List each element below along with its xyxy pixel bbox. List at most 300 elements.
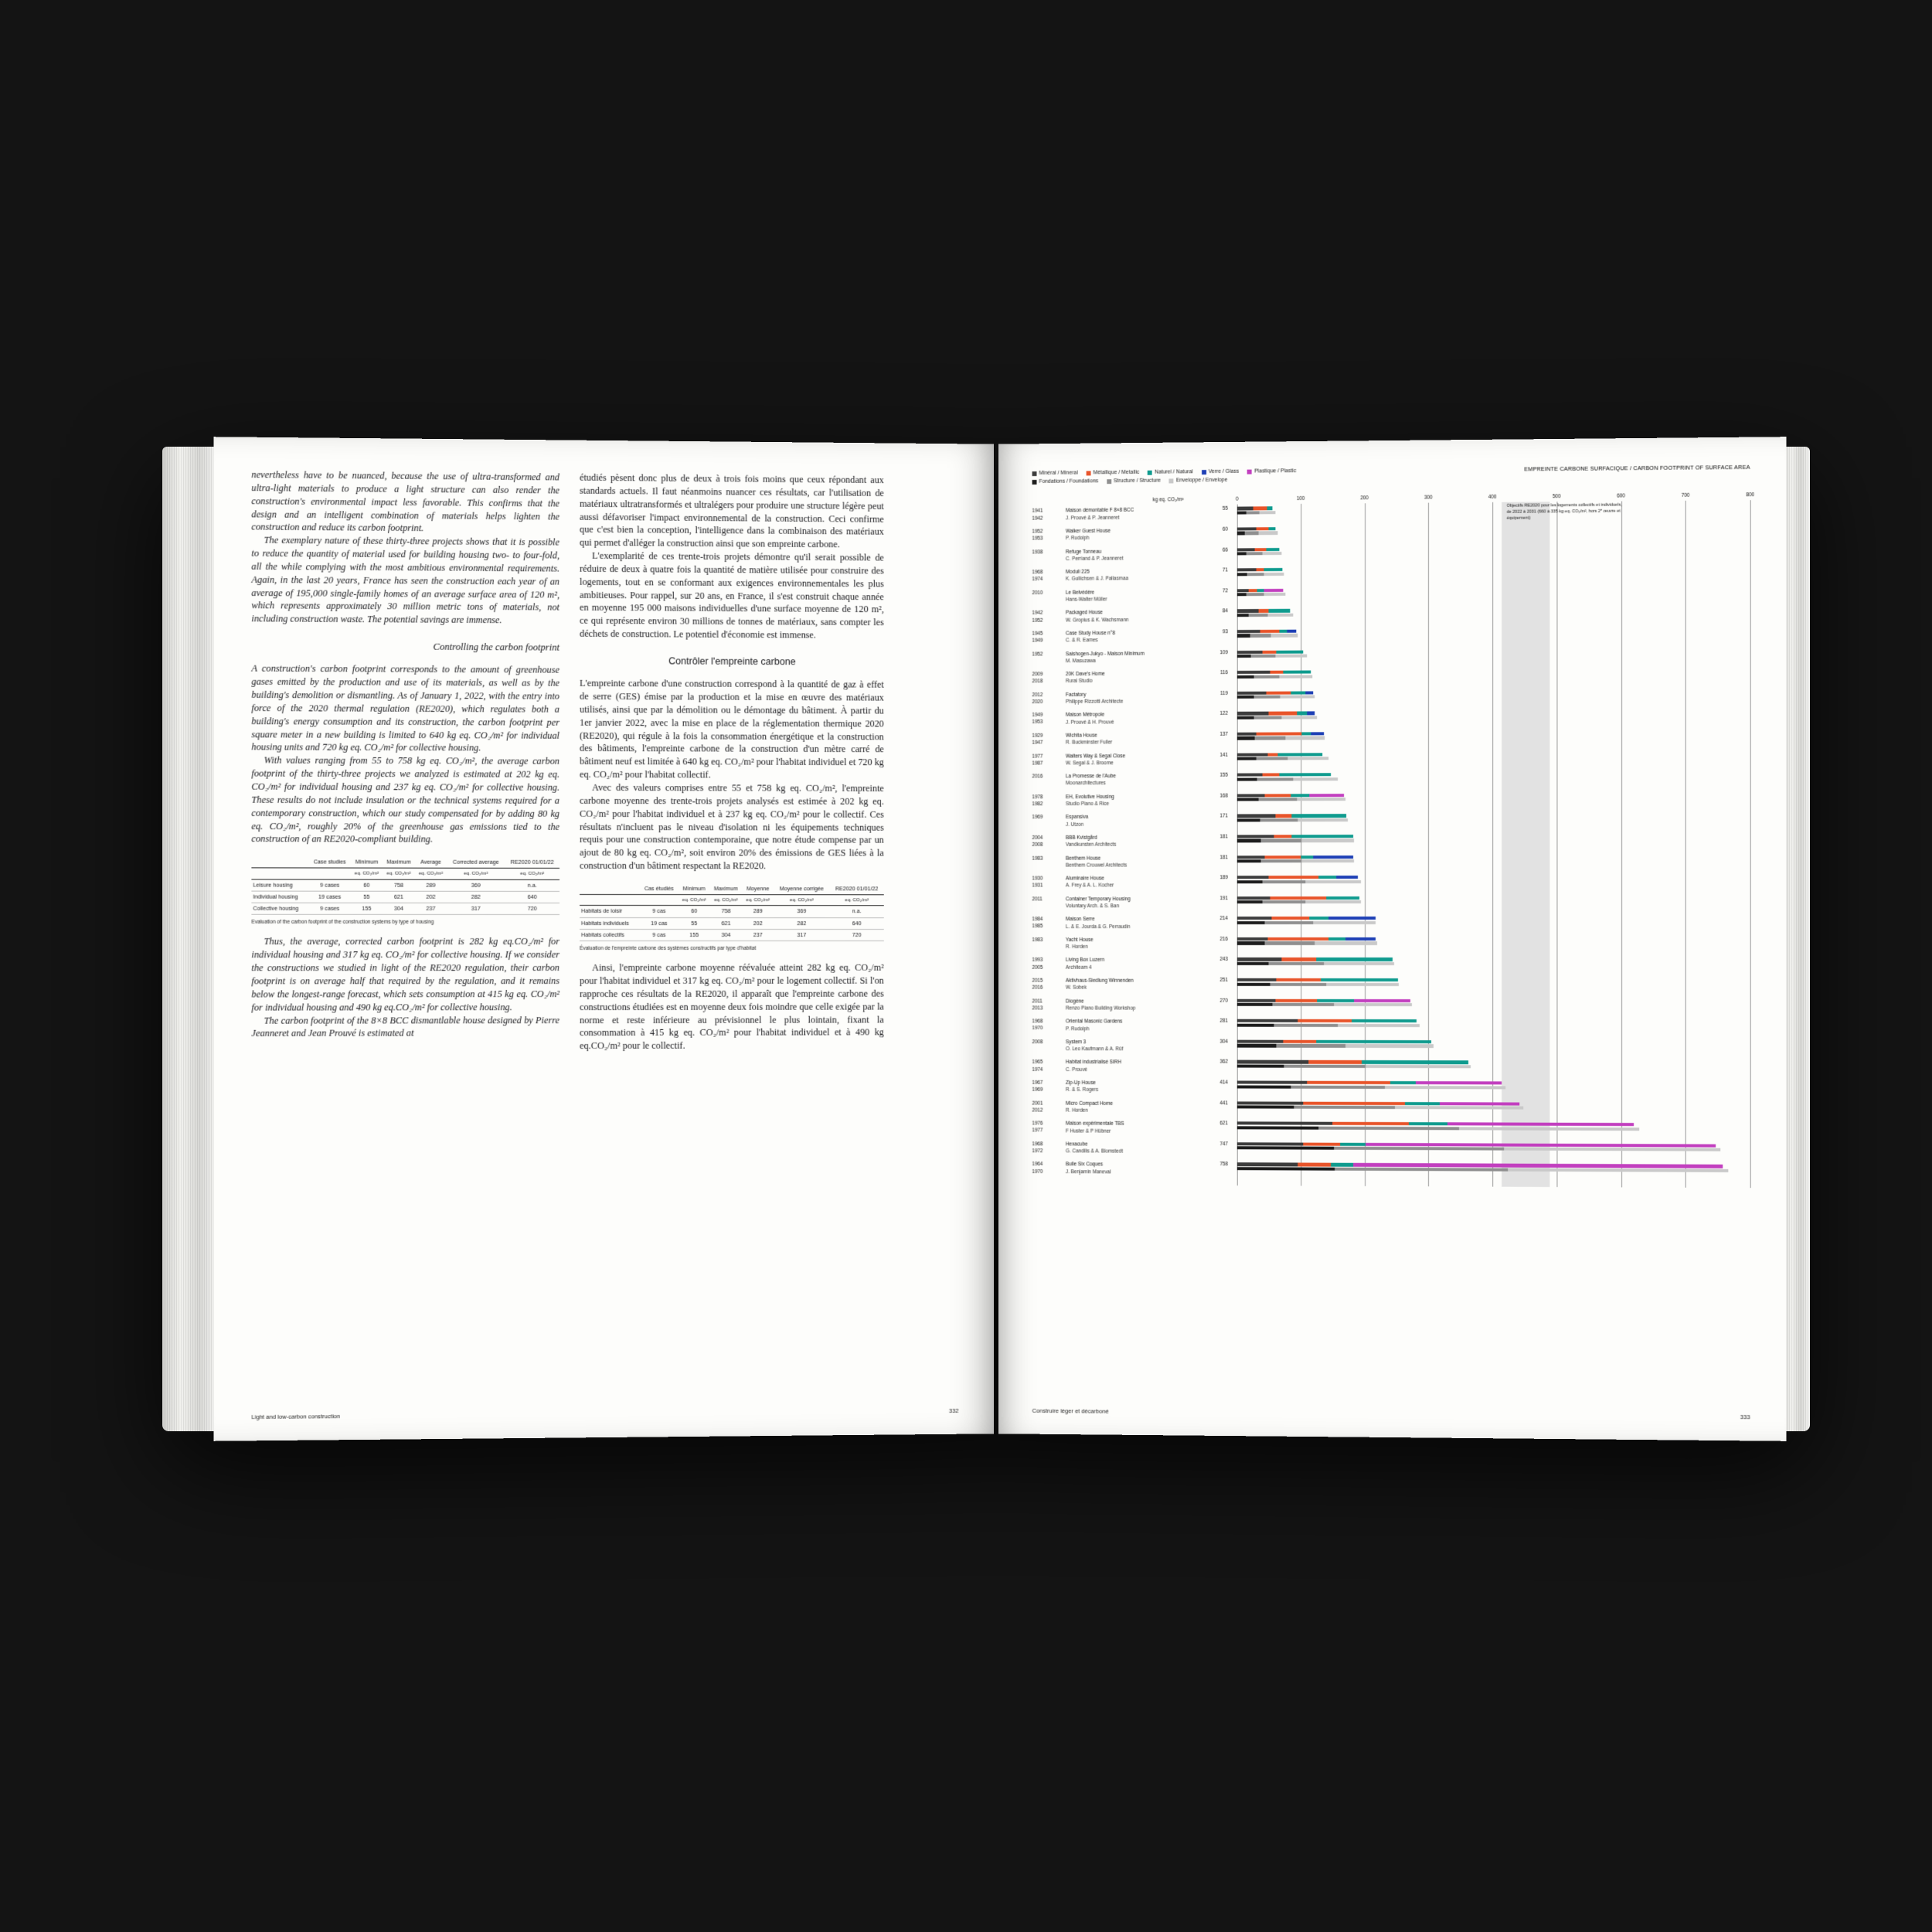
cell: 155 <box>679 929 710 940</box>
chart-row <box>1032 749 1750 772</box>
bar-building-parts <box>1237 859 1750 862</box>
bar-segment <box>1237 815 1275 818</box>
th-unit: eq. CO₂/m² <box>447 869 505 879</box>
bar-segment <box>1237 573 1247 576</box>
row-value: 243 <box>1219 957 1228 963</box>
bar-segment <box>1345 937 1376 940</box>
row-project: Container Temporary Housing Voluntary Arch. & S. Ban <box>1065 896 1131 910</box>
page-edge-line <box>183 447 184 1431</box>
cell: Leisure housing <box>251 879 308 891</box>
bar-building-parts <box>1237 1064 1750 1069</box>
bar-segment <box>1267 753 1277 756</box>
bar-segment <box>1237 1101 1304 1104</box>
row-value: 116 <box>1219 670 1228 676</box>
bar-segment <box>1237 1126 1318 1130</box>
paragraph: Avec des valeurs comprises entre 55 et 758 kg eq. CO₂/m², l'empreinte carbone moyenne des trente-trois projets analysés est estimée à 202 kg eq. CO₂/m² pour l'habitat individuel et à 237 kg eq. CO₂/m² pour le collectif. Ces résultats n'incluent pas le niveau d'isolation ni les équipements techniques requis pour une construction contemporaine, que notre étude compense par un ajout de 80 kg eq. CO₂/m², soit environ 20% des émissions de GES liées à la construction d'un bâtiment respectant la RE2020. <box>580 781 884 872</box>
bar-segment <box>1267 937 1328 940</box>
bar-segment <box>1291 835 1352 838</box>
bar-segment <box>1237 589 1249 592</box>
bar-segment <box>1283 1040 1316 1043</box>
cell: 19 cases <box>309 891 351 903</box>
row-years: 1977 1987 <box>1032 753 1043 767</box>
axis-tick: 800 <box>1746 492 1755 498</box>
cell: 758 <box>710 906 742 917</box>
bar-segment <box>1256 568 1264 571</box>
bar-segment <box>1270 896 1326 900</box>
row-project: Yacht House R. Horden <box>1065 937 1094 951</box>
page-edge-line <box>204 447 205 1431</box>
row-years: 2016 <box>1032 774 1043 780</box>
bar-segment <box>1306 900 1361 903</box>
bar-materials <box>1237 998 1750 1002</box>
row-value: 189 <box>1219 875 1228 881</box>
legend-swatch <box>1202 470 1206 474</box>
row-value: 281 <box>1219 1018 1228 1024</box>
cell: 621 <box>383 891 415 903</box>
paragraph: A construction's carbon footprint corresponds to the amount of greenhouse gases emitted by the production and use of its materials, as well as by the building's demolition or dismantling. As of January 1, 2022, with the entry into force of the 2020 thermal regulation (RE2020), which regulates both a building's energy consumption and its construction, the carbon footprint per square meter in a new building is limited to 640 kg eq. CO₂/m² for individual housing units and 720 kg eq. CO₂/m² for collective housing. <box>251 663 560 753</box>
bar-building-parts <box>1237 1003 1750 1007</box>
table-row <box>251 903 560 915</box>
row-bars <box>1237 1019 1750 1029</box>
bar-segment <box>1237 753 1267 756</box>
bar-segment <box>1281 696 1315 699</box>
bar-segment <box>1237 655 1251 658</box>
row-value: 304 <box>1219 1039 1228 1045</box>
paragraph: Ainsi, l'empreinte carbone moyenne réévaluée atteint 282 kg eq. CO₂/m² pour l'habitat individuel et 317 kg eq. CO₂/m² pour le logement collectif. Si l'on rapproche ces résultats de la RE2020, il apparaît que l'empreinte carbone des constructions étudiées est en moyenne deux fois moindre que celle exigée par la norme et reste inférieure au prévisionnel le plus lointain, fixant la consommation à 415 kg eq. CO₂/m² pour l'habitat individuel et à 490 kg eq.CO₂/m² pour le collectif. <box>580 961 884 1052</box>
th-unit <box>580 895 640 906</box>
row-bars <box>1237 565 1750 577</box>
page-edge-line <box>1805 447 1806 1431</box>
row-bars <box>1237 627 1750 638</box>
column-english <box>251 468 560 1040</box>
bar-segment <box>1253 696 1281 699</box>
th-unit: eq. CO₂/m² <box>383 869 415 879</box>
bar-segment <box>1247 573 1264 576</box>
bar-segment <box>1264 568 1282 571</box>
row-project: Espansiva J. Utzon <box>1065 815 1089 828</box>
row-bars <box>1237 917 1750 925</box>
bar-segment <box>1237 798 1259 801</box>
cell: 282 <box>774 917 829 929</box>
bar-segment <box>1237 896 1270 900</box>
running-footer-left: Light and low-carbon construction <box>251 1413 341 1421</box>
row-years: 1952 <box>1032 651 1043 658</box>
row-years: 2001 2012 <box>1032 1100 1043 1114</box>
bar-segment <box>1275 655 1307 658</box>
bar-segment <box>1291 691 1306 694</box>
row-value: 71 <box>1222 567 1228 573</box>
bar-building-parts <box>1237 879 1750 883</box>
bar-segment <box>1265 794 1291 797</box>
cell: Collective housing <box>251 903 308 914</box>
th-unit: eq. CO₂/m² <box>351 869 383 879</box>
th: Corrected average <box>447 857 505 869</box>
bar-segment <box>1321 978 1397 981</box>
bar-segment <box>1237 839 1261 842</box>
paragraph: L'empreinte carbone d'une construction correspond à la quantité de gaz à effet de serre (GES) émise par la production et la mise en œuvre des matériaux utilisés, ainsi que par la démolition ou le démontage du bâtiment. À partir du 1er janvier 2022, avec la mise en place de la réglementation thermique 2020 (RE2020), qui régule à la fois la consommation énergétique et la construction des bâtiments, l'empreinte carbone de la construction d'un mètre carré de bâtiment neuf est limitée à 640 kg eq. CO₂/m² pour l'habitat individuel et 720 kg eq. CO₂/m² pour l'habitat collectif. <box>580 678 884 781</box>
subheading-fr: Contrôler l'empreinte carbone <box>668 655 796 668</box>
row-project: Walker Guest House P. Rudolph <box>1065 528 1111 542</box>
row-years: 1967 1969 <box>1032 1080 1043 1093</box>
bar-segment <box>1314 855 1353 859</box>
th <box>251 856 308 868</box>
legend-item <box>1148 468 1193 477</box>
cell: 369 <box>447 879 505 891</box>
bar-segment <box>1273 1003 1334 1006</box>
th-unit <box>640 895 679 906</box>
bar-segment <box>1263 900 1306 903</box>
row-bars <box>1237 586 1750 597</box>
bar-building-parts <box>1237 900 1750 904</box>
row-value: 93 <box>1222 629 1228 635</box>
row-bars <box>1237 503 1750 515</box>
row-value: 216 <box>1219 936 1228 942</box>
bar-segment <box>1298 1163 1332 1166</box>
table-row <box>251 891 560 903</box>
cell: 155 <box>351 903 383 914</box>
bar-segment <box>1267 507 1272 510</box>
bar-segment <box>1255 548 1267 551</box>
bar-segment <box>1237 1019 1298 1022</box>
bar-segment <box>1405 1102 1440 1105</box>
bar-segment <box>1255 736 1286 740</box>
running-footer-right: Construire léger et décarboné <box>1032 1406 1109 1415</box>
page-edge-line <box>174 447 175 1431</box>
legend-swatch <box>1247 470 1252 474</box>
cell: n.a. <box>829 906 883 917</box>
bar-segment <box>1265 921 1314 924</box>
bar-segment <box>1508 1168 1728 1172</box>
table-carbon-footprint-fr <box>580 883 884 941</box>
cell: 289 <box>742 906 774 917</box>
legend-swatch <box>1087 471 1091 476</box>
page-edge-line <box>188 447 189 1431</box>
chart-annotation: Objectifs RE2020 pour les logements collectifs et individuels, de 2022 à 2031 (660 à 335 kg eq. CO₂/m², hors 2ᵉ œuvre et équipement) <box>1506 502 1622 522</box>
bar-segment <box>1395 1106 1523 1110</box>
page-block-left <box>162 447 218 1431</box>
chart-row <box>1032 852 1750 874</box>
bar-segment <box>1293 777 1338 781</box>
row-years: 1938 <box>1032 549 1043 555</box>
bar-segment <box>1237 691 1267 694</box>
bar-building-parts <box>1237 1044 1750 1049</box>
paragraph: The exemplary nature of these thirty-three projects shows that it is possible to reduce the quantity of material used for building housing two- to four-fold, all the while complying with the most ambitious environmental requirements. Again, in the last 20 years, France has seen the construction each year of an average of 195,000 single-family homes of an average surface area of 120 m², which represents approximately 30 million metric tons of materials, not including construction waste. The potential savings are immense. <box>251 534 560 626</box>
legend-item <box>1202 468 1239 477</box>
chart-row <box>1032 1057 1750 1080</box>
row-value: 55 <box>1222 506 1228 512</box>
bar-segment <box>1269 527 1275 530</box>
bar-segment <box>1263 880 1306 883</box>
bar-segment <box>1416 1081 1502 1084</box>
bar-segment <box>1307 1081 1389 1084</box>
row-project: Hexacube G. Candilis & A. Blomstedt <box>1065 1141 1124 1155</box>
bar-segment <box>1440 1102 1519 1106</box>
page-edge-line <box>211 447 212 1431</box>
row-years: 2004 2008 <box>1032 835 1043 848</box>
table-caption-fr: Évaluation de l'empreinte carbone des systèmes constructifs par type d'habitat <box>580 946 757 952</box>
bar-segment <box>1297 798 1345 801</box>
cell: 202 <box>415 891 447 903</box>
chart-row <box>1032 1119 1750 1142</box>
bar-segment <box>1267 691 1291 694</box>
row-value: 191 <box>1219 895 1228 901</box>
bar-segment <box>1409 1122 1447 1125</box>
open-book <box>131 440 1801 1484</box>
row-project: Moduli 225 K. Gullichsen & J. Pallasmaa <box>1065 569 1129 583</box>
row-years: 1993 2005 <box>1032 957 1043 971</box>
row-years: 1968 1970 <box>1032 1019 1043 1032</box>
bar-segment <box>1447 1122 1634 1126</box>
row-years: 2011 <box>1032 896 1043 903</box>
bar-segment <box>1260 818 1298 821</box>
chart-row <box>1032 893 1750 914</box>
bar-building-parts <box>1237 1126 1750 1131</box>
legend-item <box>1087 469 1140 478</box>
bar-segment <box>1237 774 1263 777</box>
table-row <box>580 906 884 917</box>
th-unit: eq. CO₂/m² <box>829 895 883 906</box>
bar-segment <box>1338 1024 1420 1027</box>
row-project: Packaged House W. Gropius & K. Wachsmann <box>1065 610 1129 624</box>
page-right <box>998 437 1786 1441</box>
bar-segment <box>1237 876 1269 879</box>
bar-segment <box>1237 921 1265 924</box>
bar-segment <box>1328 917 1376 920</box>
chart-row <box>1032 728 1750 751</box>
axis-tick: 700 <box>1681 493 1690 499</box>
row-bars <box>1237 876 1750 885</box>
bar-segment <box>1345 1044 1434 1047</box>
paragraph: The carbon footprint of the 8×8 BCC dismantlable house designed by Pierre Jeanneret and Jean Prouvé is estimated at <box>251 1014 560 1039</box>
bar-segment <box>1310 794 1345 797</box>
table-carbon-footprint-en <box>251 856 560 915</box>
legend-item <box>1247 468 1296 476</box>
row-project: Case Study House n°8 C. & R. Eames <box>1065 631 1115 644</box>
bar-materials <box>1237 978 1750 982</box>
bar-segment <box>1237 1147 1334 1151</box>
bar-segment <box>1256 527 1268 530</box>
bar-segment <box>1237 507 1253 510</box>
bar-segment <box>1247 511 1259 514</box>
row-value: 141 <box>1219 752 1228 758</box>
column-french <box>580 471 884 1053</box>
gridline <box>1750 501 1751 1189</box>
th: Average <box>415 857 447 869</box>
cell: 60 <box>351 879 383 891</box>
row-bars <box>1237 998 1750 1008</box>
row-years: 1965 1974 <box>1032 1060 1043 1073</box>
legend-swatch <box>1169 478 1174 483</box>
row-bars <box>1237 1081 1750 1091</box>
row-value: 168 <box>1219 793 1228 799</box>
bar-segment <box>1261 859 1302 862</box>
legend-swatch <box>1107 479 1111 484</box>
row-value: 181 <box>1219 834 1228 840</box>
row-bars <box>1237 689 1750 700</box>
cell: 720 <box>505 903 560 915</box>
bar-segment <box>1246 552 1262 555</box>
page-edge-line <box>192 447 193 1431</box>
bar-segment <box>1251 655 1275 658</box>
bar-segment <box>1245 532 1259 535</box>
cell: 55 <box>351 891 383 903</box>
chart-row <box>1032 1159 1750 1183</box>
bar-segment <box>1270 982 1326 985</box>
bar-segment <box>1267 614 1293 617</box>
th: Maximum <box>710 883 742 895</box>
row-project: System 3 O. Leo Kaufmann & A. Rüf <box>1065 1039 1124 1053</box>
cell: 55 <box>679 917 710 929</box>
page-edge-line <box>199 447 200 1431</box>
bar-segment <box>1237 634 1250 637</box>
page-edge-line <box>1803 447 1804 1431</box>
bar-segment <box>1306 691 1314 694</box>
row-bars <box>1237 730 1750 741</box>
cell: 237 <box>415 903 447 914</box>
row-bars <box>1237 523 1750 536</box>
cell: 758 <box>383 879 415 891</box>
row-bars <box>1237 772 1750 782</box>
cell: Habitats individuels <box>580 917 640 929</box>
bar-segment <box>1237 1167 1335 1171</box>
bar-segment <box>1237 552 1247 555</box>
bar-segment <box>1237 593 1247 596</box>
bar-segment <box>1291 794 1310 797</box>
row-value: 84 <box>1222 608 1228 614</box>
bar-segment <box>1297 712 1307 715</box>
chart-row <box>1032 873 1750 895</box>
chart-row <box>1032 1017 1750 1039</box>
page-edge-line <box>1789 447 1790 1431</box>
bar-segment <box>1237 1003 1273 1006</box>
bar-materials <box>1237 917 1750 920</box>
bar-segment <box>1326 896 1359 900</box>
row-years: 1930 1931 <box>1032 876 1043 889</box>
bar-segment <box>1326 982 1399 985</box>
bar-segment <box>1269 962 1324 965</box>
bar-materials <box>1237 876 1750 879</box>
th-unit: eq. CO₂/m² <box>742 895 774 906</box>
axis-unit-label: kg eq. CO₂/m³ <box>1152 497 1184 503</box>
subheading-en: Controlling the carbon footprint <box>433 641 560 653</box>
th: Maximum <box>383 857 415 869</box>
table-row <box>580 929 884 940</box>
row-value: 441 <box>1219 1100 1228 1106</box>
row-years: 1964 1970 <box>1032 1162 1043 1175</box>
bar-segment <box>1291 1085 1385 1089</box>
bar-building-parts <box>1237 838 1750 842</box>
bar-segment <box>1277 650 1304 653</box>
row-years: 1929 1947 <box>1032 733 1043 746</box>
bar-segment <box>1257 589 1264 592</box>
bar-segment <box>1237 917 1271 920</box>
bar-segment <box>1318 1126 1459 1130</box>
cell: 621 <box>710 917 742 929</box>
row-value: 171 <box>1219 813 1228 819</box>
page-edge-line <box>1796 447 1797 1431</box>
paragraph: nevertheless have to be nuanced, because the use of ultra-transformed and ultra-light materials to produce a light structure can also render the construction's environmental impact less favorable. This confirms that the design and an intelligent combination of materials helps lighten the construction and reduce its carbon footprint. <box>251 468 560 534</box>
paragraph: étudiés pèsent donc plus de deux à trois fois moins que ceux répondant aux standards actuels. Il faut néanmoins nuancer ces résultats, car l'utilisation de matériaux ultratransformés et ultralégers pour produire une structure légère peut aussi défavoriser l'impact environnemental de la construction. Ceci confirme que c'est bien la conception, l'intelligence dans la combinaison des matériaux qui permet d'alléger la construction ainsi que son empreinte carbone. <box>580 471 884 550</box>
bar-segment <box>1237 998 1275 1002</box>
row-years: 1978 1982 <box>1032 794 1043 808</box>
bar-segment <box>1253 675 1279 678</box>
row-bars <box>1237 855 1750 864</box>
row-bars <box>1237 648 1750 659</box>
row-years: 2010 <box>1032 590 1043 596</box>
row-bars <box>1237 957 1750 966</box>
chart-row <box>1032 935 1750 956</box>
bar-building-parts <box>1237 797 1750 801</box>
bar-segment <box>1279 675 1312 678</box>
cell: 9 cas <box>640 906 679 917</box>
row-value: 155 <box>1219 772 1228 778</box>
bar-segment <box>1237 1085 1291 1088</box>
chart-row <box>1032 770 1750 792</box>
bar-building-parts <box>1237 735 1750 740</box>
legend-swatch <box>1032 480 1037 485</box>
axis-tick: 300 <box>1423 495 1433 502</box>
chart-row <box>1032 1078 1750 1100</box>
bar-segment <box>1316 1040 1431 1043</box>
bar-segment <box>1265 855 1301 859</box>
legend-swatch <box>1032 471 1037 476</box>
row-project: Maison démontable F 8×8 BCC J. Prouvé & P. Jeanneret <box>1065 508 1134 522</box>
chart-plot-area <box>1032 501 1750 1189</box>
bar-segment <box>1336 876 1358 879</box>
bar-segment <box>1302 859 1355 862</box>
bar-segment <box>1334 1147 1504 1151</box>
row-years: 2015 2016 <box>1032 978 1043 991</box>
row-years: 1984 1985 <box>1032 917 1043 930</box>
bar-segment <box>1237 1044 1277 1047</box>
paragraph: With values ranging from 55 to 758 kg eq. CO₂/m², the average carbon footprint of the thirty-three projects we analyzed is estimated at 202 kg eq. CO₂/m² for individual housing and 237 kg eq. CO₂/m² for collective housing. These results do not include insulation or the technical systems required for a contemporary construction, which our study compensated for by adding 80 kg eq. CO₂/m², roughly 20% of the greenhouse gas emissions tied to the construction of an RE2020-compliant building. <box>251 754 560 845</box>
bar-segment <box>1261 839 1302 842</box>
axis-tick: 100 <box>1296 496 1305 502</box>
bar-segment <box>1274 835 1291 838</box>
bar-segment <box>1314 921 1376 924</box>
cell: Individual housing <box>251 891 308 903</box>
bar-building-parts <box>1237 921 1750 924</box>
chart-row <box>1032 996 1750 1018</box>
row-years: 1969 <box>1032 815 1043 821</box>
bar-segment <box>1260 630 1279 633</box>
bar-segment <box>1260 511 1276 514</box>
legend-item <box>1032 470 1078 478</box>
bar-segment <box>1237 736 1255 740</box>
bar-segment <box>1237 733 1257 736</box>
row-value: 72 <box>1222 588 1228 594</box>
bar-building-parts <box>1237 1147 1750 1152</box>
bar-materials <box>1237 834 1750 838</box>
bar-segment <box>1237 568 1257 571</box>
row-years: 1949 1953 <box>1032 713 1043 726</box>
row-project: Diogène Renzo Piano Building Workshop <box>1065 998 1136 1012</box>
bar-segment <box>1310 917 1329 920</box>
bar-segment <box>1259 532 1278 535</box>
bar-segment <box>1237 548 1255 551</box>
row-project: Benthem House Benthem Crouwel Architects <box>1065 855 1128 869</box>
legend-item <box>1107 477 1161 485</box>
axis-tick: 400 <box>1488 495 1497 501</box>
row-project: Maison Serre L. & E. Jourda & G. Perraudin <box>1065 917 1131 930</box>
bar-segment <box>1504 1148 1720 1151</box>
bar-segment <box>1316 957 1393 961</box>
bar-segment <box>1301 855 1313 859</box>
bar-segment <box>1237 1064 1284 1067</box>
bar-segment <box>1237 757 1257 760</box>
th <box>580 883 640 895</box>
page-edge-line <box>1791 447 1792 1431</box>
